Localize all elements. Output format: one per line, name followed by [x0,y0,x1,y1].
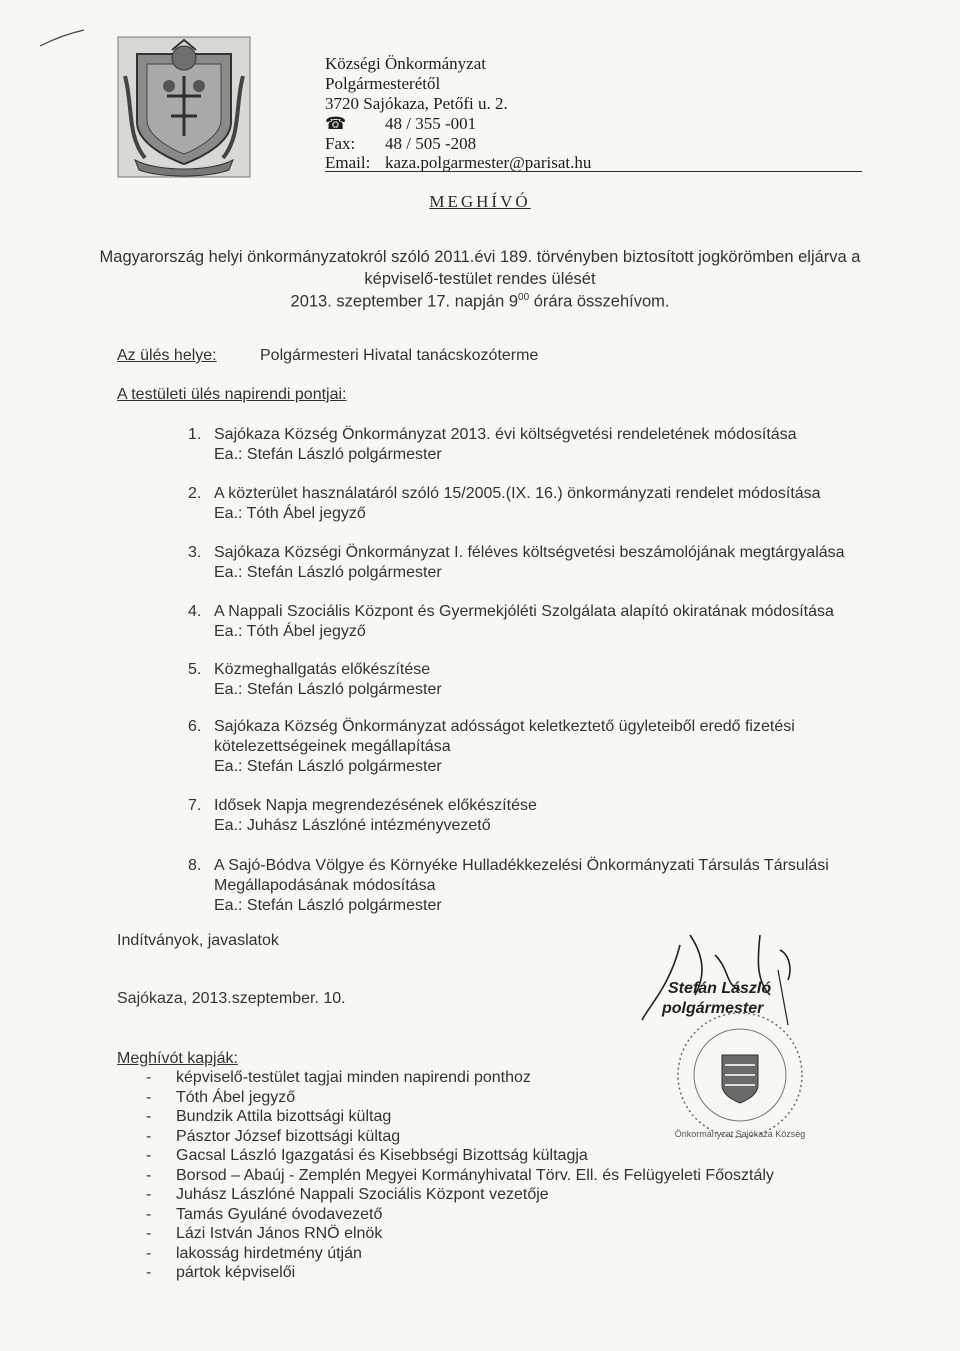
distribution-item [146,1245,362,1263]
agenda-item-body [214,543,845,583]
meeting-date-time: 2013. szeptember 17. napján 9 [290,292,519,311]
agenda-item-number: 3. [188,544,202,561]
bullet-dash: - [146,1088,152,1106]
distribution-recipient: Gacsal László Igazgatási és Kisebbségi Bizottság kültagja [176,1147,588,1164]
distribution-recipient: Borsod – Abaúj - Zemplén Megyei Kormányhivatal Törv. Ell. és Felügyeleti Főosztály [176,1166,774,1184]
header-phone: 48 / 355 -001 [385,114,477,133]
header-email-label: Email: [325,153,371,172]
agenda-item-presenter: Ea.: Juhász Lászlóné intézményvezető [214,817,491,834]
bullet-dash: - [146,1108,152,1125]
distribution-recipient: Juhász Lászlóné Nappali Szociális Központ vezetője [176,1186,549,1203]
agenda-item-presenter: Ea.: Stefán László polgármester [214,564,442,581]
header-phone-row [325,114,476,133]
header-office-name: Polgármesterétől [325,74,441,93]
agenda-item-number: 1. [188,426,202,443]
agenda-item [188,856,829,916]
header-email: kaza.polgarmester@parisat.hu [385,153,592,172]
distribution-item [146,1167,774,1185]
agenda-item-text: Közmeghallgatás előkészítése [214,661,431,678]
distribution-item [146,1225,382,1243]
distribution-item [146,1069,531,1087]
distribution-item [146,1089,295,1107]
header-fax-row [325,134,476,153]
agenda-item-text: A Nappali Szociális Központ és Gyermekjóléti Szolgálata alapító okiratának módosítása [214,603,834,620]
bullet-dash: - [146,1186,152,1203]
header-institution-name: Községi Önkormányzat [325,54,486,73]
agenda-item [188,796,537,836]
agenda-item-text: Sajókaza Község Önkormányzat adósságot keletkeztető ügyleteiből eredő fizetési [214,718,795,735]
coat-of-arms-crest [117,36,251,178]
agenda-item-body [214,602,834,642]
distribution-recipient: képviselő-testület tagjai minden napirendi ponthoz [176,1069,531,1086]
agenda-item-number: 6. [188,718,202,735]
distribution-item [146,1206,382,1224]
signature-title: polgármester [662,1000,764,1017]
agenda-item-presenter: Ea.: Stefán László polgármester [214,758,442,775]
agenda-item-text: Idősek Napja megrendezésének előkészítése [214,797,537,814]
agenda-item [188,602,834,642]
bullet-dash: - [146,1264,152,1281]
agenda-item-text: Sajókaza Községi Önkormányzat I. féléves költségvetési beszámolójának megtárgyalása [214,544,845,561]
distribution-item [146,1147,588,1165]
distribution-recipient: Bundzik Attila bizottsági kültag [176,1108,392,1125]
distribution-recipient: Pásztor József bizottsági kültag [176,1127,401,1145]
agenda-item-number: 5. [188,661,202,678]
agenda-item-text: Megállapodásának módosítása [214,877,436,894]
agenda-item-presenter: Ea.: Stefán László polgármester [214,446,442,463]
agenda-item-text: Sajókaza Község Önkormányzat 2013. évi költségvetési rendeletének módosítása [214,426,797,443]
agenda-item [188,717,795,777]
distribution-item [146,1264,295,1282]
header-divider [325,171,862,172]
distribution-recipient: lakosság hirdetmény útján [176,1244,362,1262]
intro-line-1: Magyarország helyi önkormányzatokról szóló 2011.évi 189. törvényben biztosított jogkörömben eljárva a [99,248,861,266]
bullet-dash: - [146,1166,152,1184]
signature-and-stamp [640,925,840,1139]
agenda-item-body [214,796,537,836]
distribution-item [146,1186,549,1204]
agenda-heading: A testületi ülés napirendi pontjai: [117,386,347,403]
meeting-convene-text: órára összehívom. [533,292,670,311]
agenda-item-body [214,717,795,777]
agenda-item-body [214,660,442,700]
agenda-item-body [214,856,829,916]
agenda-item-text: A közterület használatáról szóló 15/2005.(IX. 16.) önkormányzati rendelet módosítása [214,485,821,502]
bullet-dash: - [146,1244,152,1262]
agenda-item-presenter: Ea.: Stefán László polgármester [214,681,442,698]
agenda-item-presenter: Ea.: Tóth Ábel jegyző [214,505,366,522]
intro-line-2: képviselő-testület rendes ülését [364,270,596,288]
agenda-item-presenter: Ea.: Stefán László polgármester [214,897,442,914]
header-email-row [325,153,591,172]
intro-line-3 [0,292,960,312]
bullet-dash: - [146,1069,152,1086]
phone-icon: ☎ [325,114,347,133]
signature-name: Stefán László [668,980,772,997]
agenda-item-text: A Sajó-Bódva Völgye és Környéke Hulladékkezelési Önkormányzati Társulás Társulási [214,857,829,874]
distribution-recipient: Tóth Ábel jegyző [176,1088,296,1106]
distribution-heading: Meghívót kapják: [117,1050,238,1067]
agenda-item-number: 4. [188,603,202,620]
agenda-item-body [214,484,821,524]
bullet-dash: - [146,1127,152,1145]
agenda-item-number: 2. [188,485,202,502]
venue-label: Az ülés helye: [117,347,217,364]
distribution-recipient: Lázi István János RNÖ elnök [176,1225,383,1242]
distribution-recipient: pártok képviselői [176,1264,296,1281]
stamp-text: Önkormányzat Sajókaza Község [674,1129,806,1139]
distribution-recipient: Tamás Gyuláné óvodavezető [176,1205,383,1223]
bullet-dash: - [146,1205,152,1223]
agenda-item-number: 7. [188,797,202,814]
header-fax-label: Fax: [325,134,356,153]
distribution-item [146,1128,400,1146]
agenda-item [188,660,442,700]
date-place-line: Sajókaza, 2013.szeptember. 10. [117,990,346,1007]
agenda-item-presenter: Ea.: Tóth Ábel jegyző [214,623,366,640]
agenda-item [188,543,845,583]
agenda-item [188,484,821,524]
agenda-item-number: 8. [188,857,202,874]
header-address: 3720 Sajókaza, Petőfi u. 2. [325,94,508,113]
agenda-item-text: kötelezettségeinek megállapítása [214,738,451,755]
venue-value: Polgármesteri Hivatal tanácskozóterme [260,347,539,364]
bullet-dash: - [146,1147,152,1164]
agenda-item [188,425,797,465]
agenda-item-body [214,425,797,465]
meeting-minutes-sup: 00 [518,292,530,303]
pen-stroke-mark [38,28,88,50]
header-fax: 48 / 505 -208 [385,134,477,153]
distribution-item [146,1108,391,1126]
motions-label: Indítványok, javaslatok [117,932,279,949]
document-title: MEGHÍVÓ [429,192,531,211]
bullet-dash: - [146,1225,152,1242]
